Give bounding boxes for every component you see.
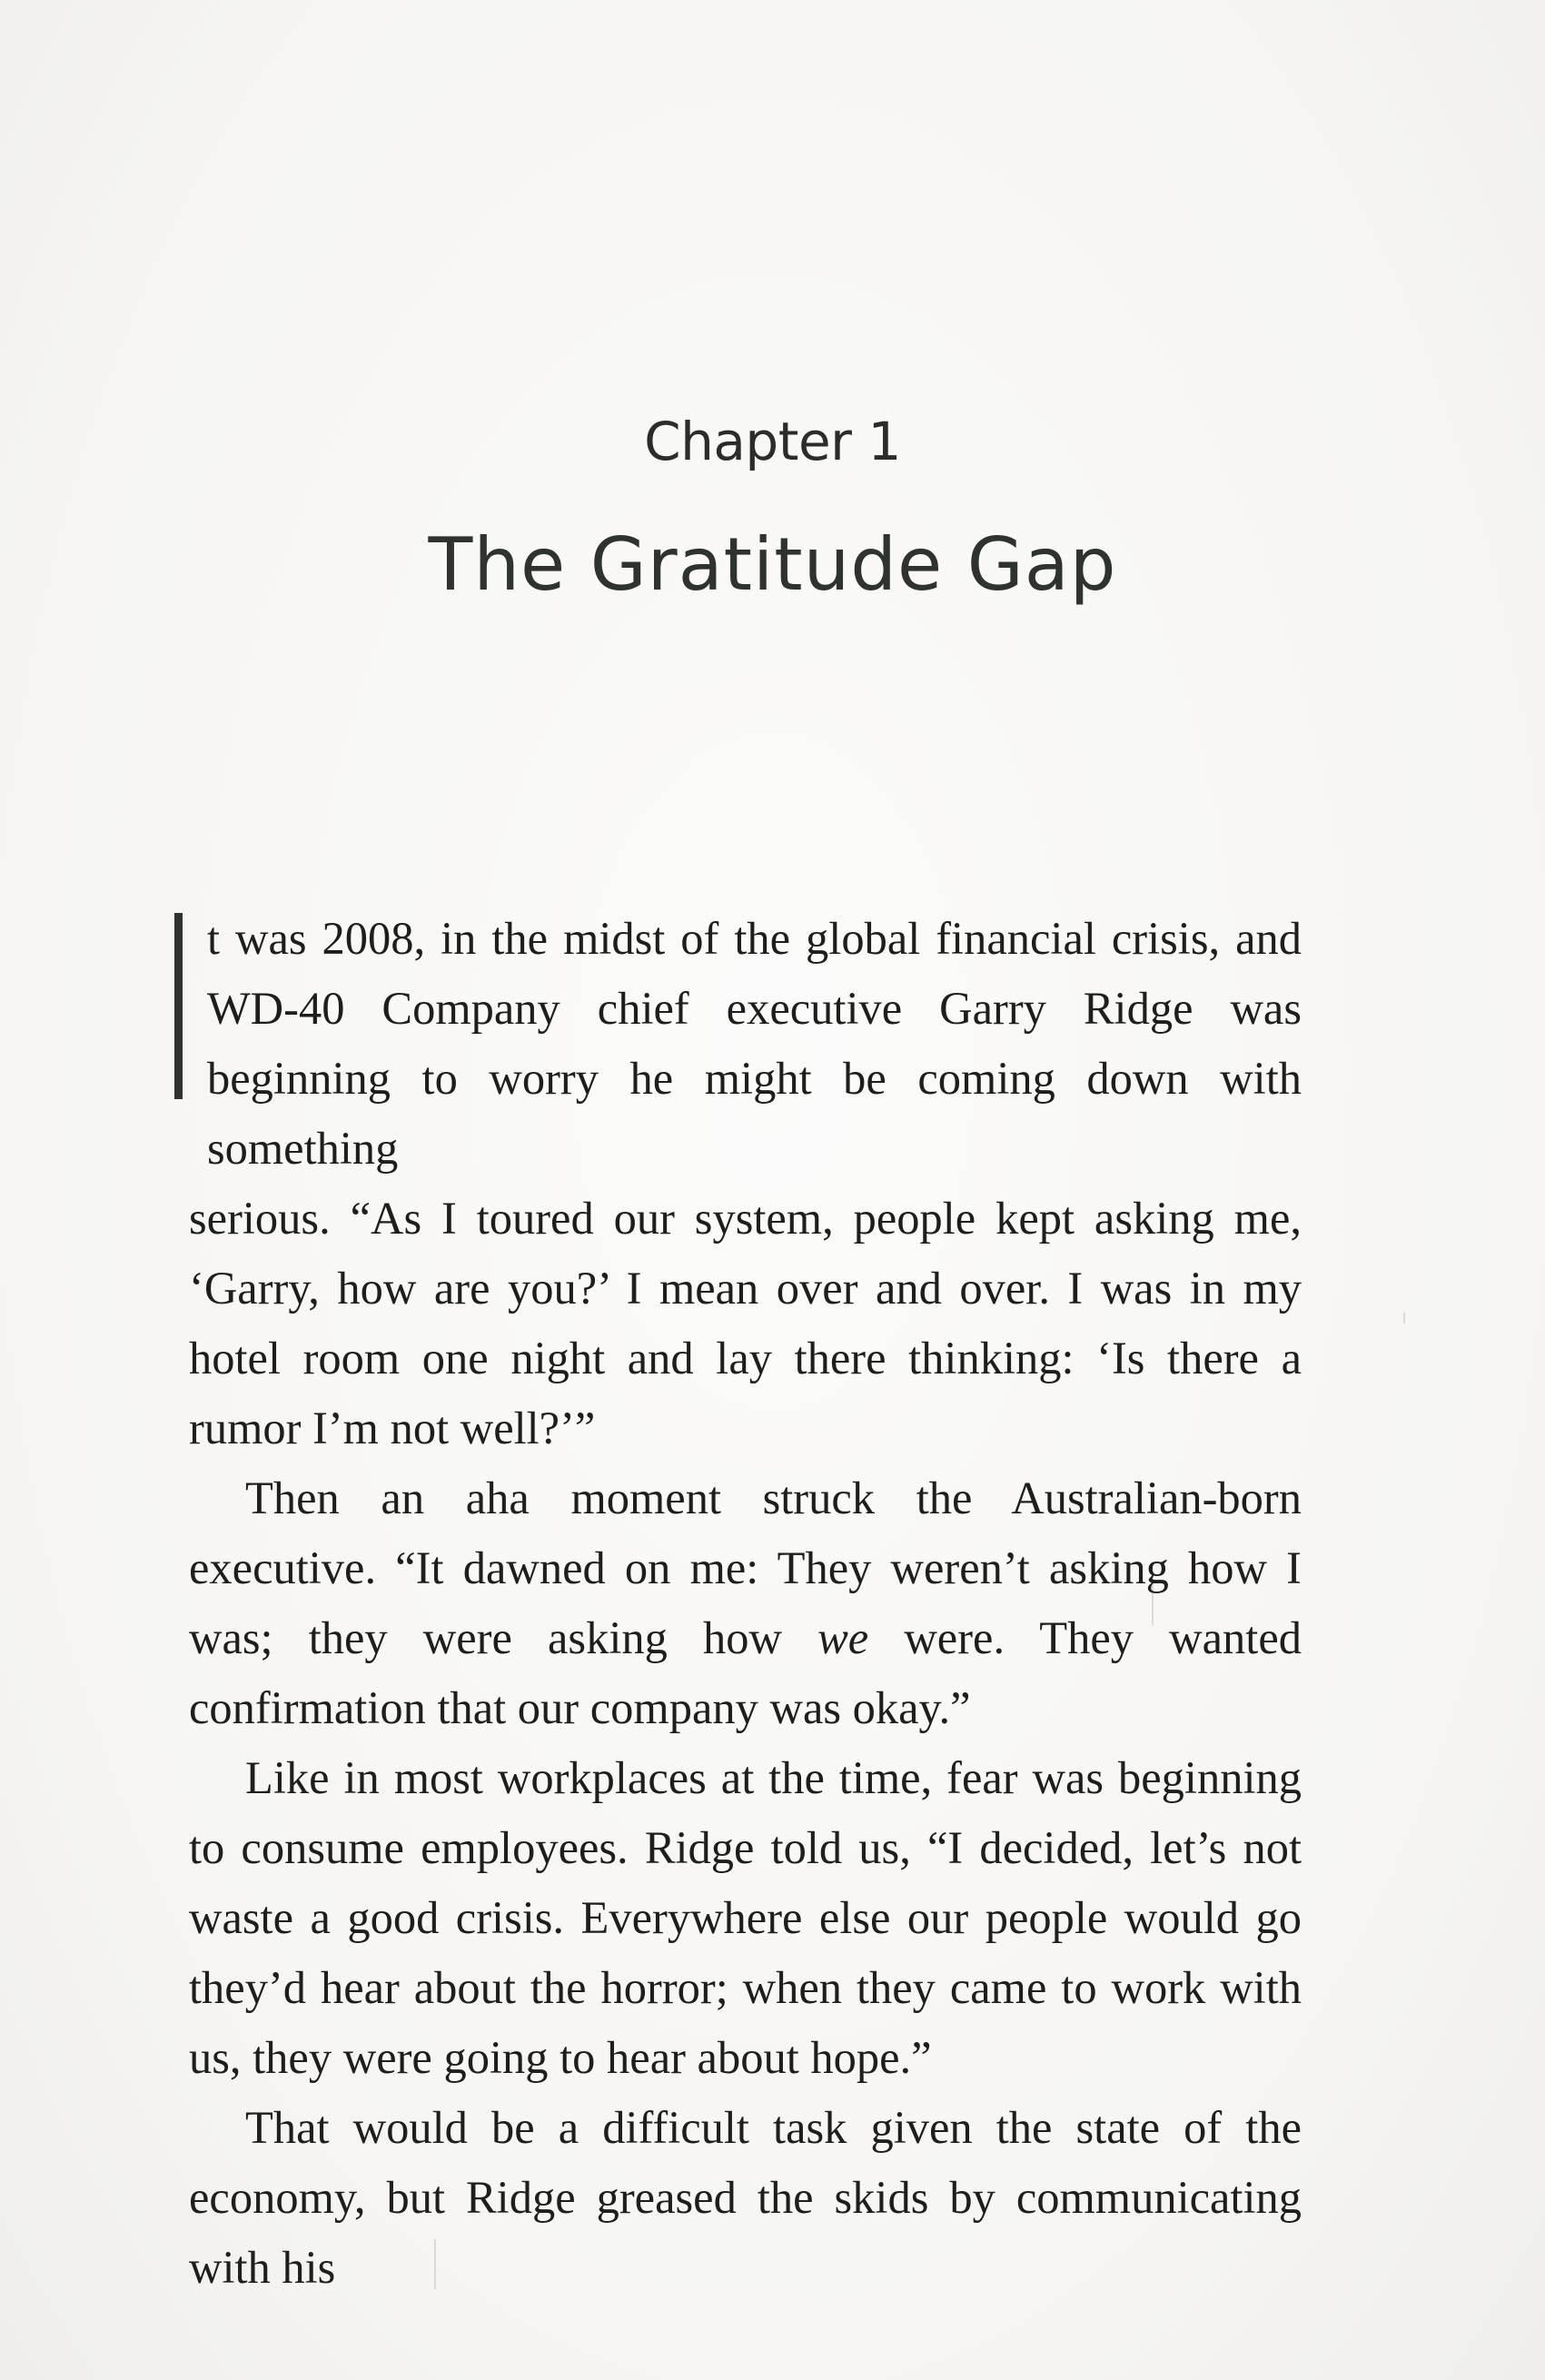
paragraph-3: Like in most workplaces at the time, fear was beginning to consume employees. Ridge told us, “I decided, let’s not waste a good crisis. Everywhere else our people would go they’d hear about the horror; when they came to work with us, they were going to hear about hope.” [189,1752,1302,2083]
scan-artifact [1403,1313,1405,1324]
paragraph-4: That would be a difficult task given the state of the economy, but Ridge greased the skids by communicating with his [189,2102,1302,2293]
body-text [189,904,1302,2303]
paragraph-2-emphasis: we [817,1612,869,1663]
paragraph-2-text-end: were. They wanted confirmation that our company was okay.” [189,1612,1302,1733]
chapter-title: The Gratitude Gap [428,522,1117,607]
drop-cap-i [174,913,183,1099]
opening-paragraph-lead: t was 2008, in the midst of the global financial crisis, and WD-40 Company chief executive Garry Ridge was beginning to worry he might be coming down with something [207,913,1302,1174]
opening-paragraph-rest: serious. “As I toured our system, people kept asking me, ‘Garry, how are you?’ I mean over and over. I was in my hotel room one night and lay there thinking: ‘Is there a rumor I’m not well?’” [189,1193,1302,1453]
opening-lines-block [189,904,1302,1184]
paragraph-2 [189,1463,1302,1743]
paragraph-2-text: Then an aha moment struck the Australian-born executive. “It dawned on me: They weren’t asking how I was; they were asking how [189,1473,1302,1663]
chapter-number: Chapter 1 [644,411,901,472]
